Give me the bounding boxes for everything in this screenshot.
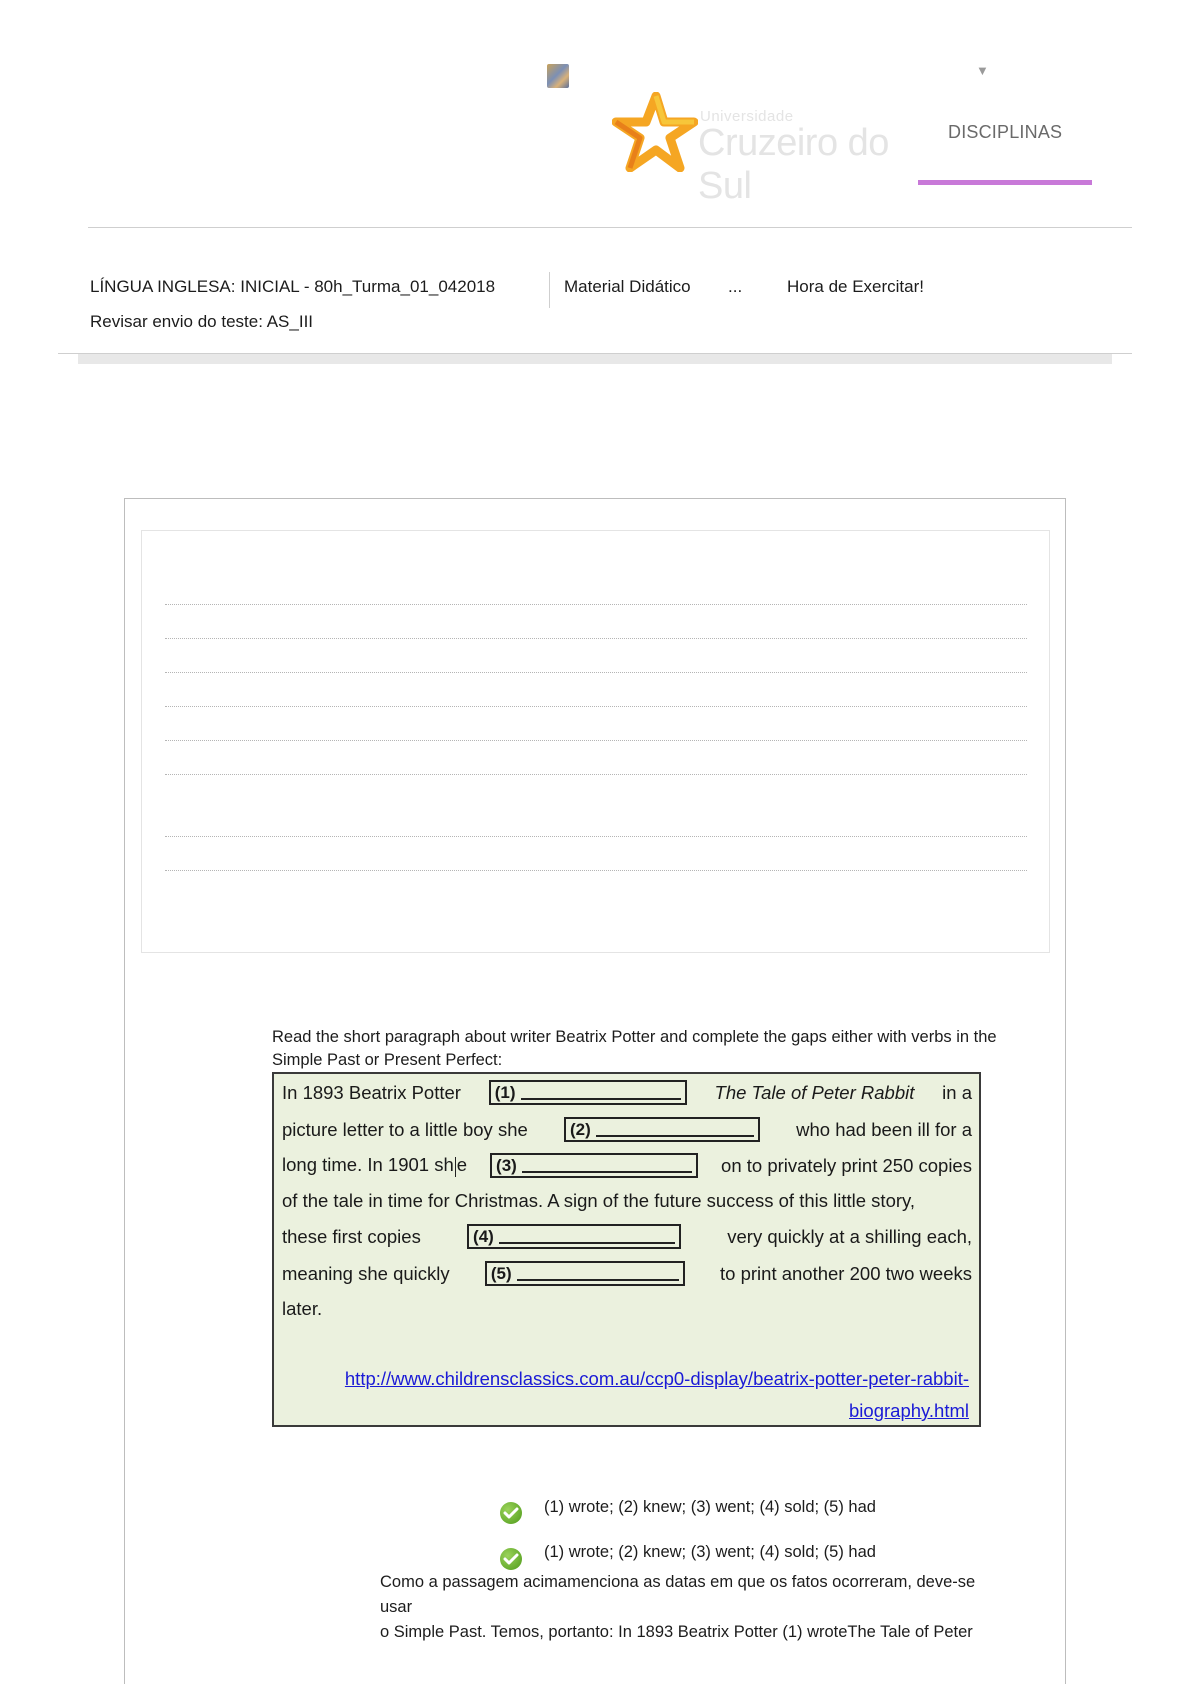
excerpt-line xyxy=(282,1261,972,1286)
dotted-divider xyxy=(165,604,1027,605)
dotted-divider xyxy=(165,672,1027,673)
excerpt-text: very quickly at a shilling each, xyxy=(727,1225,972,1247)
gap-label: (4) xyxy=(473,1227,494,1246)
dotted-divider xyxy=(165,638,1027,639)
excerpt-line xyxy=(282,1224,972,1249)
breadcrumb-course[interactable]: LÍNGUA INGLESA: INICIAL - 80h_Turma_01_042018 xyxy=(90,277,496,296)
correct-answer: (1) wrote; (2) knew; (3) went; (4) sold; (5) had xyxy=(544,1543,876,1561)
question-header-panel xyxy=(141,530,1050,953)
excerpt-text: later. xyxy=(282,1298,323,1319)
dotted-divider xyxy=(165,740,1027,741)
feedback-line: o Simple Past. Temos, portanto: In 1893 Beatrix Potter (1) wroteThe Tale of Peter xyxy=(380,1623,973,1641)
excerpt-text: In 1893 Beatrix Potter xyxy=(282,1081,461,1103)
excerpt-text: on to privately print 250 copies xyxy=(721,1154,972,1176)
dotted-divider xyxy=(165,706,1027,707)
excerpt-text-part: long time. In 1901 sh xyxy=(282,1154,454,1176)
excerpt-text: in a xyxy=(942,1081,972,1103)
gap-label: (2) xyxy=(569,1120,591,1139)
caret-down-icon[interactable]: ▼ xyxy=(976,63,989,78)
excerpt-line xyxy=(282,1117,972,1142)
header-divider xyxy=(88,227,1132,228)
excerpt-text: to print another 200 two weeks xyxy=(720,1262,972,1284)
excerpt-line xyxy=(282,1190,972,1212)
excerpt-box xyxy=(272,1072,981,1427)
breadcrumb-ellipsis[interactable]: ... xyxy=(728,277,743,296)
excerpt-title-italic: The Tale of Peter Rabbit xyxy=(714,1081,915,1103)
excerpt-text: of the tale in time for Christmas. A sign of the future success of this little story, xyxy=(282,1190,916,1211)
excerpt-text: these first copies xyxy=(282,1225,421,1247)
excerpt-line xyxy=(282,1153,972,1178)
gap-2 xyxy=(564,1117,760,1142)
nav-disciplinas[interactable]: DISCIPLINAS xyxy=(948,122,1063,142)
excerpt-text: meaning she quickly xyxy=(282,1262,450,1284)
breadcrumb-band xyxy=(78,354,1112,364)
dotted-divider xyxy=(165,870,1027,871)
check-icon xyxy=(500,1502,522,1524)
gap-5 xyxy=(485,1261,685,1286)
breadcrumb-current[interactable]: Hora de Exercitar! xyxy=(787,277,924,296)
feedback-line: Como a passagem acimamenciona as datas em que os fatos ocorreram, deve-se usar xyxy=(380,1573,976,1616)
gap-3 xyxy=(490,1153,698,1178)
question-prompt: Read the short paragraph about writer Beatrix Potter and complete the gaps either with verbs in the Simple Past or Present Perfect: xyxy=(272,1028,997,1069)
excerpt-text-part: e xyxy=(456,1154,468,1176)
gap-label: (3) xyxy=(496,1156,517,1175)
breadcrumb-separator xyxy=(549,272,550,308)
excerpt-text: who had been ill for a xyxy=(796,1118,972,1140)
breadcrumb-review: Revisar envio do teste: AS_III xyxy=(90,312,314,331)
excerpt-line xyxy=(282,1298,972,1320)
university-logo[interactable] xyxy=(612,92,932,207)
source-link[interactable]: http://www.childrensclassics.com.au/ccp0-display/beatrix-potter-peter-rabbit- xyxy=(344,1368,969,1389)
gap-1 xyxy=(489,1080,687,1105)
logo-big-text: Cruzeiro do Sul xyxy=(698,122,889,207)
dotted-divider xyxy=(165,774,1027,775)
dotted-divider xyxy=(165,836,1027,837)
star-logo-icon xyxy=(612,92,698,172)
gap-label: (5) xyxy=(490,1264,512,1283)
breadcrumb-material[interactable]: Material Didático xyxy=(564,277,691,296)
gap-label: (1) xyxy=(494,1083,516,1102)
logo-small-text: Universidade xyxy=(700,108,794,125)
excerpt-line xyxy=(282,1080,972,1105)
selected-answer: (1) wrote; (2) knew; (3) went; (4) sold; (5) had xyxy=(544,1498,876,1516)
excerpt-text: picture letter to a little boy she xyxy=(282,1118,528,1140)
check-icon xyxy=(500,1548,522,1570)
user-avatar-icon[interactable] xyxy=(547,64,569,88)
text-cursor xyxy=(455,1157,456,1177)
nav-active-indicator xyxy=(918,180,1092,185)
excerpt-text xyxy=(282,1154,467,1176)
source-link[interactable]: biography.html xyxy=(849,1400,969,1421)
answer-feedback xyxy=(380,1570,1010,1645)
gap-4 xyxy=(467,1224,681,1249)
